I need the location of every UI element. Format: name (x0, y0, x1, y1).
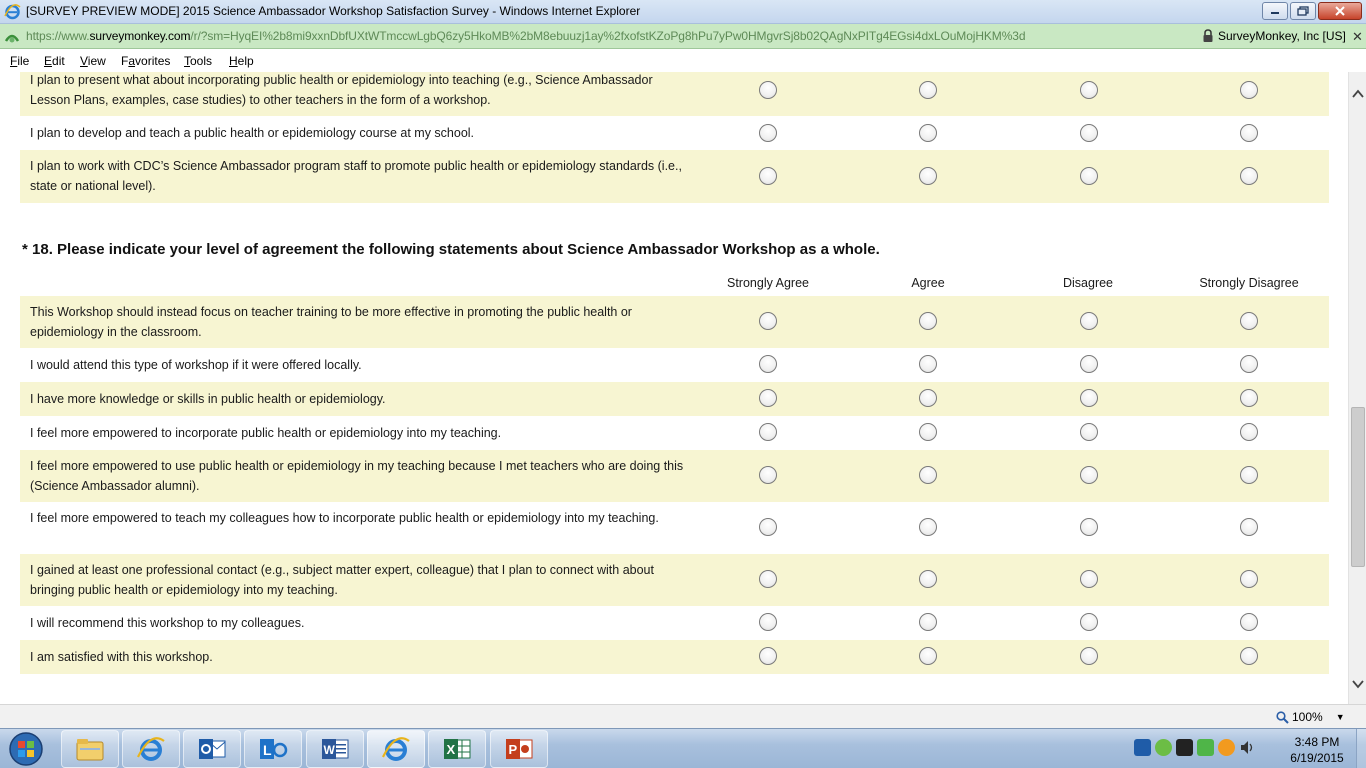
taskbar-word[interactable] (306, 730, 364, 768)
matrix-row (20, 72, 1329, 116)
radio-option[interactable] (1080, 613, 1098, 631)
radio-option[interactable] (759, 355, 777, 373)
url-text[interactable]: https://www.surveymonkey.com/r/?sm=HyqEI%2b8mi9xxnDbfUXtWTmccwLgbQ6zy5HkoMB%2bM8ebuuzj1ay%2fxofstKZoPg8hPu7yPw0HMgvrSj8b02QAgNxPITg4EGsi4dxLOuMojHKM%3d (26, 29, 1026, 43)
matrix-row (20, 348, 1329, 382)
excel-icon (442, 736, 472, 762)
zoom-level[interactable]: 100% (1292, 710, 1323, 724)
radio-option[interactable] (919, 570, 937, 588)
zoom-control[interactable] (1276, 710, 1345, 724)
radio-option[interactable] (1240, 423, 1258, 441)
radio-option[interactable] (919, 124, 937, 142)
svg-text:W: W (323, 743, 335, 757)
site-identity[interactable]: SurveyMonkey, Inc [US] (1218, 29, 1346, 43)
row-statement: I plan to develop and teach a public health or epidemiology course at my school. (30, 126, 475, 140)
taskbar-excel[interactable] (428, 730, 486, 768)
status-bar (0, 704, 1366, 728)
system-tray (1134, 739, 1256, 756)
chevron-down-icon[interactable]: ▼ (1335, 712, 1345, 722)
powerpoint-icon (504, 736, 534, 762)
menu-file[interactable]: File (10, 54, 30, 68)
matrix-row (20, 116, 1329, 150)
radio-option[interactable] (759, 81, 777, 99)
radio-option[interactable] (759, 124, 777, 142)
radio-option[interactable] (759, 647, 777, 665)
required-marker: * (22, 241, 28, 258)
menu-tools[interactable]: Tools (184, 54, 213, 68)
scroll-down-arrow-icon[interactable] (1352, 678, 1364, 690)
window-titlebar (0, 0, 1366, 24)
radio-option[interactable] (1080, 355, 1098, 373)
matrix-row (20, 502, 1329, 554)
svg-text:X: X (446, 742, 456, 757)
radio-option[interactable] (1240, 518, 1258, 536)
radio-option[interactable] (1080, 518, 1098, 536)
row-statement: I plan to present what about incorporating public health or epidemiology into teaching (e.g., Science Ambassador Lesson Plans, examples, case studies) to other teachers in the form of a workshop. (30, 73, 653, 107)
menu-help[interactable]: Help (229, 54, 254, 68)
radio-option[interactable] (919, 423, 937, 441)
internet-explorer-icon (4, 3, 21, 20)
menu-favorites[interactable]: Favorites (121, 54, 171, 68)
column-header: Strongly Agree (727, 276, 809, 290)
radio-option[interactable] (1080, 389, 1098, 407)
radio-option[interactable] (1240, 355, 1258, 373)
lync-icon (258, 736, 288, 762)
column-header: Agree (911, 276, 945, 290)
question-title (22, 241, 880, 258)
address-bar[interactable] (0, 24, 1366, 49)
matrix-row (20, 382, 1329, 416)
taskbar-lync[interactable] (244, 730, 302, 768)
radio-option[interactable] (1240, 312, 1258, 330)
restore-icon (1297, 6, 1309, 16)
menu-view[interactable]: View (80, 54, 106, 68)
close-button[interactable] (1318, 2, 1362, 20)
taskbar-internet-explorer-active[interactable] (367, 730, 425, 768)
radio-option[interactable] (759, 167, 777, 185)
matrix-row (20, 450, 1329, 502)
radio-option[interactable] (759, 312, 777, 330)
outlook-tray-icon[interactable] (1134, 739, 1151, 756)
checkmark-tray-icon[interactable] (1197, 739, 1214, 756)
scroll-up-arrow-icon[interactable] (1352, 88, 1364, 100)
notification-tray-icon[interactable] (1218, 739, 1235, 756)
minimize-button[interactable] (1262, 2, 1288, 20)
show-desktop-button[interactable] (1356, 729, 1366, 768)
speaker-icon[interactable] (1239, 739, 1256, 756)
radio-option[interactable] (919, 167, 937, 185)
taskbar-powerpoint[interactable] (490, 730, 548, 768)
radio-option[interactable] (759, 423, 777, 441)
svg-text:L: L (263, 742, 272, 758)
radio-option[interactable] (919, 81, 937, 99)
radio-option[interactable] (1240, 613, 1258, 631)
radio-option[interactable] (919, 613, 937, 631)
radio-option[interactable] (1240, 124, 1258, 142)
radio-option[interactable] (1240, 570, 1258, 588)
row-statement: I would attend this type of workshop if it were offered locally. (30, 358, 362, 372)
taskbar-internet-explorer[interactable] (122, 730, 180, 768)
windows-start-icon[interactable] (6, 731, 46, 767)
word-icon (320, 736, 350, 762)
radio-option[interactable] (1080, 167, 1098, 185)
menu-bar (0, 50, 1366, 72)
radio-option[interactable] (759, 518, 777, 536)
radio-option[interactable] (1240, 81, 1258, 99)
radio-option[interactable] (919, 466, 937, 484)
window-title: [SURVEY PREVIEW MODE] 2015 Science Ambassador Workshop Satisfaction Survey - Windows Internet Explorer (26, 4, 641, 18)
radio-option[interactable] (1080, 423, 1098, 441)
vertical-scrollbar[interactable] (1348, 72, 1366, 704)
radio-option[interactable] (1080, 81, 1098, 99)
row-statement: I feel more empowered to incorporate public health or epidemiology into my teaching. (30, 426, 502, 440)
lock-icon[interactable] (1202, 29, 1214, 43)
close-icon (1334, 6, 1346, 16)
matrix-row (20, 150, 1329, 203)
sync-tray-icon[interactable] (1155, 739, 1172, 756)
radio-option[interactable] (759, 389, 777, 407)
radio-option[interactable] (759, 613, 777, 631)
taskbar (0, 728, 1366, 768)
matrix-row (20, 640, 1329, 674)
row-statement: I will recommend this workshop to my colleagues. (30, 616, 305, 630)
radio-option[interactable] (1240, 466, 1258, 484)
radio-option[interactable] (759, 570, 777, 588)
clock-time: 3:48 PM (1294, 735, 1340, 749)
internet-explorer-icon (381, 735, 411, 763)
taskbar-outlook[interactable] (183, 730, 241, 768)
matrix-row (20, 606, 1329, 640)
zoom-icon (1276, 711, 1289, 724)
row-statement: This Workshop should instead focus on teacher training to be more effective in promoting the public health or epidemiology in the classroom. (30, 305, 632, 339)
radio-option[interactable] (919, 389, 937, 407)
clock-date: 6/19/2015 (1290, 751, 1344, 765)
stop-icon[interactable]: ✕ (1352, 29, 1363, 44)
folder-icon (75, 736, 105, 762)
radio-option[interactable] (1240, 167, 1258, 185)
page-content (0, 72, 1348, 704)
row-statement: I feel more empowered to use public health or epidemiology in my teaching because I met teachers who are doing this (Science Ambassador alumni). (30, 459, 684, 493)
internet-explorer-icon (136, 735, 166, 763)
outlook-icon (197, 736, 227, 762)
radio-option[interactable] (919, 647, 937, 665)
surveymonkey-favicon-icon (4, 29, 20, 45)
media-tray-icon[interactable] (1176, 739, 1193, 756)
taskbar-file-explorer[interactable] (61, 730, 119, 768)
radio-option[interactable] (1080, 312, 1098, 330)
matrix-row (20, 416, 1329, 450)
menu-edit[interactable]: Edit (44, 54, 65, 68)
radio-option[interactable] (919, 518, 937, 536)
radio-option[interactable] (1080, 124, 1098, 142)
radio-option[interactable] (1080, 647, 1098, 665)
restore-button[interactable] (1290, 2, 1316, 20)
radio-option[interactable] (1080, 466, 1098, 484)
column-header: Strongly Disagree (1199, 276, 1299, 290)
matrix-row (20, 296, 1329, 348)
radio-option[interactable] (759, 466, 777, 484)
row-statement: I plan to work with CDC’s Science Ambassador program staff to promote public health or epidemiology standards (i.e., state or national level). (30, 159, 682, 193)
matrix-row (20, 554, 1329, 606)
radio-option[interactable] (919, 312, 937, 330)
minimize-icon (1270, 7, 1280, 15)
svg-text:P: P (508, 742, 518, 757)
row-statement: I am satisfied with this workshop. (30, 650, 213, 664)
radio-option[interactable] (1240, 647, 1258, 665)
scrollbar-thumb[interactable] (1351, 407, 1365, 567)
radio-option[interactable] (1080, 570, 1098, 588)
row-statement: I gained at least one professional contact (e.g., subject matter expert, colleague) that I plan to connect with about bringing public health or epidemiology into my teaching. (30, 563, 654, 597)
radio-option[interactable] (1240, 389, 1258, 407)
radio-option[interactable] (919, 355, 937, 373)
taskbar-clock[interactable] (1282, 734, 1352, 766)
row-statement: I feel more empowered to teach my colleagues how to incorporate public health or epidemiology into my teaching. (30, 511, 659, 525)
column-header: Disagree (1062, 276, 1114, 290)
question-text: 18. Please indicate your level of agreement the following statements about Science Ambassador Workshop as a whole. (32, 241, 880, 258)
row-statement: I have more knowledge or skills in public health or epidemiology. (30, 392, 386, 406)
